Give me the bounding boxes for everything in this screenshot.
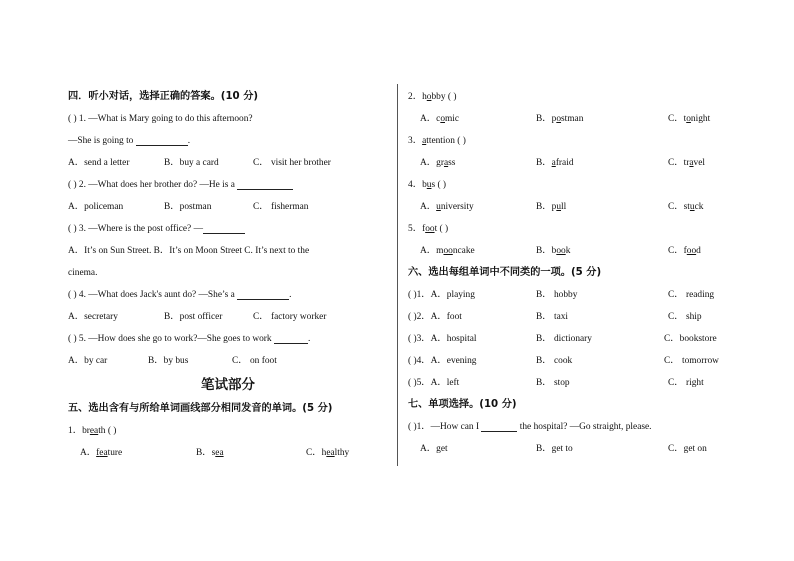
column-divider [397, 84, 398, 466]
question-4-5: ( ) 5. —How does she go to work?—She goes to work . [68, 328, 388, 350]
question-4-1-options: A．send a letter B．buy a card C． visit her brother [68, 158, 331, 168]
question-5-2: 2．hobby ( ) [408, 92, 457, 102]
question-4-4-options: A．secretary B．post officer C． factory worker [68, 312, 327, 322]
answer-blank[interactable] [274, 331, 308, 344]
question-4-4: ( ) 4. —What does Jack's aunt do? —She’s a . [68, 284, 388, 306]
answer-blank[interactable] [237, 287, 289, 300]
question-5-4: 4．bus ( ) [408, 180, 447, 190]
question-6-3: ( )3．A．hospital B． dictionary C．bookstore [408, 334, 717, 344]
question-5-2-options: A．comic B．postman C．tonight [420, 114, 711, 124]
question-4-1: ( ) 1. —What is Mary going to do this afternoon? [68, 114, 253, 124]
question-5-3-options: A．grass B．afraid C．travel [420, 158, 705, 168]
question-4-3-options-cont: cinema. [68, 268, 98, 278]
answer-blank[interactable] [203, 221, 245, 234]
section-5-title: 五、选出含有与所给单词画线部分相同发音的单词。(5 分) [68, 403, 333, 414]
question-5-5: 5．foot ( ) [408, 224, 449, 234]
question-4-2: ( ) 2. —What does her brother do? —He is a [68, 174, 388, 196]
question-4-3-options: A．It’s on Sun Street. B．It’s on Moon Street C. It’s next to the [68, 246, 310, 256]
written-section-title: 笔试部分 [201, 377, 255, 393]
question-4-3: ( ) 3. —Where is the post office? — [68, 218, 388, 240]
question-7-1-options: A．get B．get to C．get on [420, 444, 707, 454]
section-7-title: 七、单项选择。(10 分) [408, 399, 517, 410]
right-column [408, 86, 738, 460]
section-4-title: 四．听小对话，选择正确的答案。(10 分) [68, 91, 259, 102]
answer-blank[interactable] [237, 177, 293, 190]
question-6-1: ( )1．A．playing B． hobby C． reading [408, 290, 715, 300]
question-7-1: ( )1．—How can I the hospital? —Go straight, please. [408, 416, 738, 438]
answer-blank[interactable] [481, 419, 517, 432]
section-6-title: 六、选出每组单词中不同类的一项。(5 分) [408, 267, 602, 278]
question-4-5-options: A．by car B．by bus C． on foot [68, 356, 277, 366]
question-4-1-reply: —She is going to . [68, 130, 388, 152]
question-4-2-options: A．policeman B．postman C． fisherman [68, 202, 309, 212]
question-5-3: 3．attention ( ) [408, 136, 466, 146]
question-5-1: 1．breath ( ) [68, 426, 117, 436]
question-6-5: ( )5．A．left B． stop C． right [408, 378, 704, 388]
left-column [68, 86, 388, 464]
question-6-4: ( )4．A．evening B． cook C． tomorrow [408, 356, 719, 366]
answer-blank[interactable] [136, 133, 188, 146]
question-5-5-options: A．mooncake B．book C．food [420, 246, 701, 256]
question-5-1-options: A．feature B．sea C．healthy [80, 448, 350, 458]
question-5-4-options: A．university B．pull C．stuck [420, 202, 704, 212]
question-6-2: ( )2．A．foot B． taxi C． ship [408, 312, 702, 322]
